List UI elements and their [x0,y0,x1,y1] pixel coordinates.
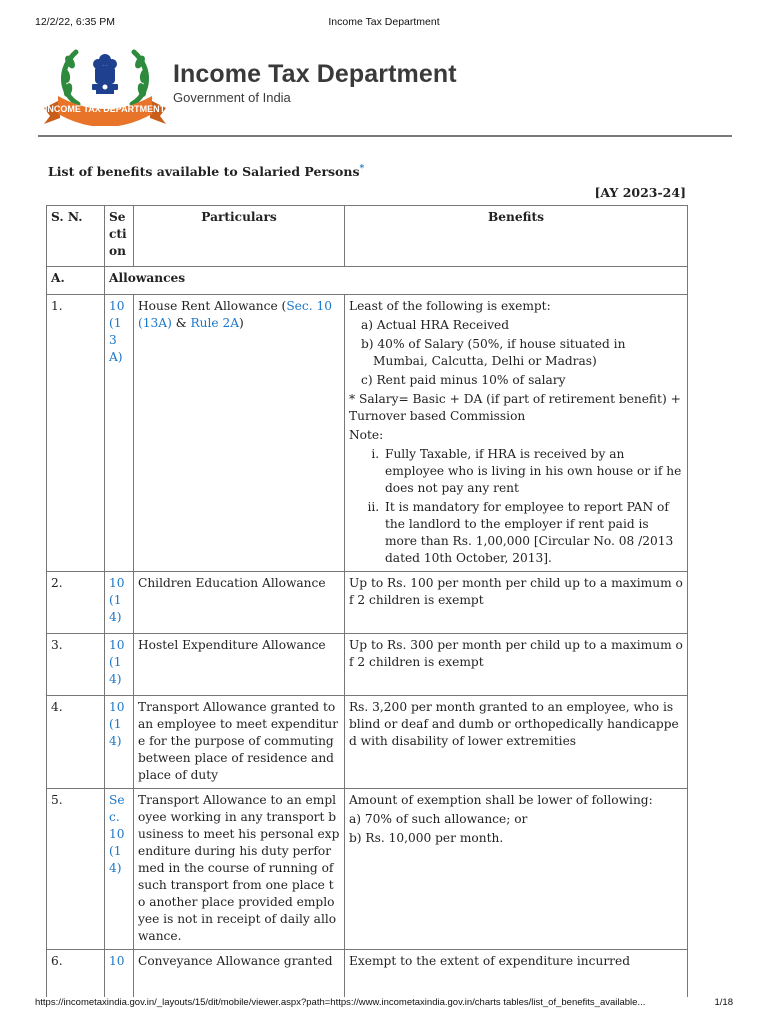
row-particulars: Transport Allowance granted to an employee to meet expenditure for the purpose of commuting between place of residence and place of duty [134,696,345,789]
row-particulars: Conveyance Allowance granted [134,950,345,1001]
sec-10-13a-link[interactable]: Sec. 10(13A) [138,299,332,330]
benefits-note-list [349,446,683,567]
benefits-table [46,205,688,1000]
row-section-link[interactable]: 10(14) [105,572,134,634]
table-row [47,295,688,572]
row-section-link[interactable]: 10(14) [105,634,134,696]
table-header-row [47,206,688,267]
table-row [47,634,688,696]
row-sn: 6. [47,950,105,1001]
row-particulars: Children Education Allowance [134,572,345,634]
col-header-section: Section [105,206,134,267]
note-item: i. Fully Taxable, if HRA is received by an employee who is living in his own house or if he does not pay any rent [383,446,683,497]
site-subtitle: Government of India [173,90,291,105]
benefits-item: b) Rs. 10,000 per month. [349,831,504,845]
particulars-text: ) [239,316,244,330]
row-sn: 1. [47,295,105,572]
row-benefits [345,789,688,950]
group-sn: A. [47,267,105,295]
row-section-link[interactable]: 10(13A) [105,295,134,572]
logo-ribbon-text: INCOME TAX DEPARTMENT [44,104,166,114]
col-header-sn: S. N. [47,206,105,267]
print-footer [35,997,733,1011]
assessment-year: [AY 2023-24] [594,185,686,200]
table-row [47,696,688,789]
table-row [47,572,688,634]
particulars-text: & [171,316,191,330]
row-section-link[interactable]: Sec. 10(14) [105,789,134,950]
row-section-link[interactable]: 10(14) [105,696,134,789]
particulars-text: House Rent Allowance ( [138,299,287,313]
row-benefits: Exempt to the extent of expenditure incurred [345,950,688,1001]
row-particulars [134,295,345,572]
col-header-particulars: Particulars [134,206,345,267]
row-sn: 5. [47,789,105,950]
benefits-salary-note: * Salary= Basic + DA (if part of retirement benefit) + Turnover based Commission [349,392,681,423]
row-section-link[interactable]: 10 [105,950,134,1001]
print-datetime: 12/2/22, 6:35 PM [35,16,115,28]
row-sn: 3. [47,634,105,696]
benefits-item: c) Rent paid minus 10% of salary [361,373,566,387]
row-benefits [345,295,688,572]
row-sn: 4. [47,696,105,789]
benefits-item: a) 70% of such allowance; or [349,812,528,826]
note-item: ii. It is mandatory for employee to report PAN of the landlord to the employer if rent paid is more than Rs. 1,00,000 [Circular No. 08 /2013 dated 10th October, 2013]. [383,499,683,567]
print-page-title: Income Tax Department [328,16,440,28]
benefits-intro: Least of the following is exempt: [349,299,551,313]
rule-2a-link[interactable]: Rule 2A [190,316,240,330]
group-row-allowances [47,267,688,295]
row-particulars: Hostel Expenditure Allowance [134,634,345,696]
benefits-item: a) Actual HRA Received [361,318,510,332]
benefits-note-label: Note: [349,428,384,442]
group-label: Allowances [105,267,688,295]
benefits-intro: Amount of exemption shall be lower of following: [349,793,653,807]
page-number: 1/18 [714,997,733,1008]
benefits-item: b) 40% of Salary (50%, if house situated in Mumbai, Calcutta, Delhi or Madras) [361,337,626,368]
print-url: https://incometaxindia.gov.in/_layouts/15/dit/mobile/viewer.aspx?path=https://www.incometaxindia.gov.in/charts tables/list_of_benefits_available... [35,997,646,1008]
table-row [47,789,688,950]
footnote-mark[interactable]: * [359,164,365,174]
row-benefits: Up to Rs. 100 per month per child up to a maximum of 2 children is exempt [345,572,688,634]
row-sn: 2. [47,572,105,634]
row-particulars: Transport Allowance to an employee working in any transport business to meet his personal expenditure during his duty performed in the course of running of such transport from one place to another place provided employee is not in receipt of daily allowance. [134,789,345,950]
row-benefits: Rs. 3,200 per month granted to an employee, who is blind or deaf and dumb or orthopedically handicapped with disability of lower extremities [345,696,688,789]
col-header-benefits: Benefits [345,206,688,267]
document-title-text: List of benefits available to Salaried Persons [48,164,360,180]
site-title: Income Tax Department [173,60,457,88]
table-row [47,950,688,1001]
row-benefits: Up to Rs. 300 per month per child up to a maximum of 2 children is exempt [345,634,688,696]
